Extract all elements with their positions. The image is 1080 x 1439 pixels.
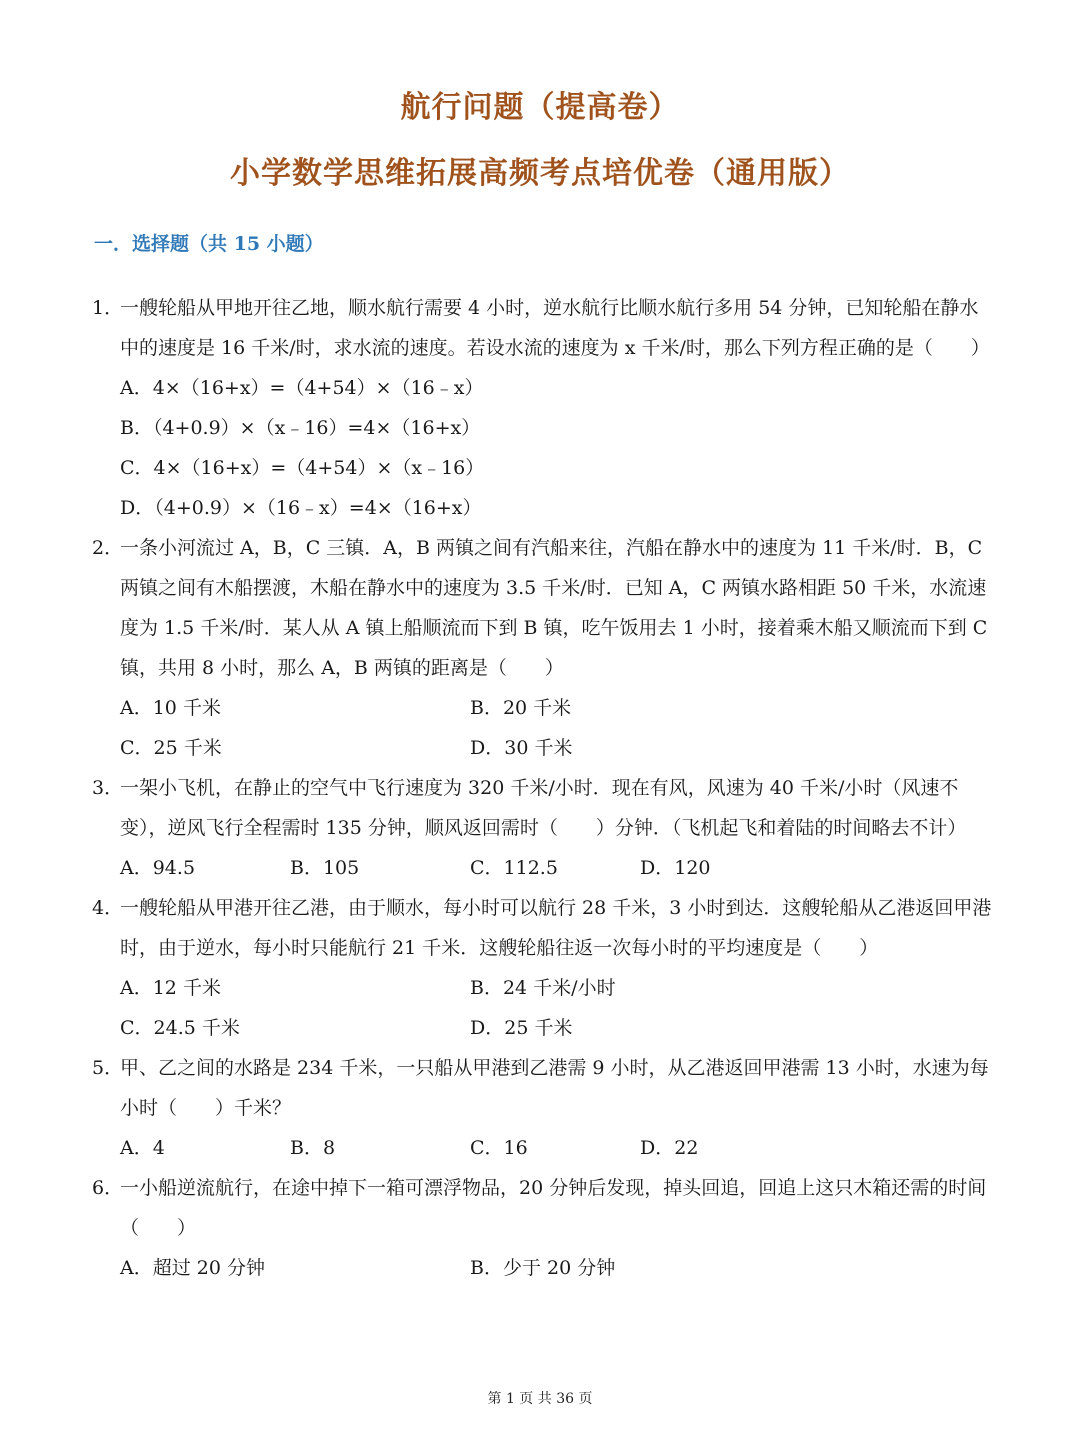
question-text: 一条小河流过 A，B，C 三镇．A，B 两镇之间有汽船来往，汽船在静水中的速度为 11 千米/时．B，C 两镇之间有木船摆渡，木船在静水中的速度为 3.5 千米/时．已知 A，C 两镇水路相距 50 千米，水流速度为 1.5 千米/时．某人从 A 镇上船顺流而下到 B 镇，吃午饭用去 1 小时，接着乘木船又顺流而下到 C 镇，共用 8 小时，那么 A，B 两镇的距离是（ ）: [120, 537, 988, 679]
answer-option: B．（4+0.9）×（x﹣16）=4×（16+x）: [120, 417, 481, 439]
question-2: [92, 528, 992, 768]
page-subtitle: 小学数学思维拓展高频考点培优卷（通用版）: [230, 156, 850, 191]
question-text: 一小船逆流航行，在途中掉下一箱可漂浮物品，20 分钟后发现，掉头回追，回追上这只木箱还需的时间（ ）: [120, 1177, 987, 1239]
question-stem: [92, 528, 992, 688]
question-text: 甲、乙之间的水路是 234 千米，一只船从甲港到乙港需 9 小时，从乙港返回甲港需 13 小时，水速为每小时（ ）千米？: [120, 1057, 989, 1119]
answer-option: A．94.5: [120, 857, 196, 879]
answer-option: C．25 千米: [120, 737, 222, 759]
answer-option: D．30 千米: [470, 737, 573, 759]
answer-option: D．120: [640, 857, 711, 879]
answer-options: [92, 688, 992, 768]
answer-options: [92, 1248, 992, 1288]
answer-options: [92, 848, 992, 888]
question-number: 5．: [92, 1057, 124, 1079]
question-stem: [92, 1168, 992, 1248]
answer-option: A．4: [120, 1137, 165, 1159]
answer-option: A．10 千米: [120, 697, 221, 719]
answer-option: C．16: [470, 1137, 528, 1159]
answer-option: B．105: [290, 857, 360, 879]
question-1: [92, 288, 992, 528]
answer-option: B．24 千米/小时: [470, 977, 616, 999]
answer-option: D．25 千米: [470, 1017, 573, 1039]
answer-options: [92, 1128, 992, 1168]
question-number: 1．: [92, 297, 124, 319]
question-text: 一艘轮船从甲港开往乙港，由于顺水，每小时可以航行 28 千米，3 小时到达．这艘轮船从乙港返回甲港时，由于逆水，每小时只能航行 21 千米．这艘轮船往返一次每小时的平均速度是（ ）: [120, 897, 992, 959]
answer-options: [92, 968, 992, 1048]
answer-option: C．112.5: [470, 857, 558, 879]
answer-option: C．4×（16+x）=（4+54）×（x﹣16）: [120, 457, 485, 479]
question-stem: [92, 288, 992, 368]
section-heading: 一．选择题（共 15 小题）: [94, 233, 324, 255]
question-stem: [92, 768, 992, 848]
question-number: 6．: [92, 1177, 124, 1199]
question-stem: [92, 888, 992, 968]
answer-option: C．24.5 千米: [120, 1017, 240, 1039]
answer-option: D．22: [640, 1137, 699, 1159]
question-3: [92, 768, 992, 888]
question-5: [92, 1048, 992, 1168]
question-number: 2．: [92, 537, 124, 559]
answer-option: A．超过 20 分钟: [120, 1257, 265, 1279]
question-number: 3．: [92, 777, 124, 799]
answer-option: A．12 千米: [120, 977, 221, 999]
question-list: [92, 288, 992, 1288]
question-text: 一艘轮船从甲地开往乙地，顺水航行需要 4 小时，逆水航行比顺水航行多用 54 分钟，已知轮船在静水中的速度是 16 千米/时，求水流的速度。若设水流的速度为 x 千米/时，那么下列方程正确的是（ ）: [120, 297, 990, 359]
answer-option: B．少于 20 分钟: [470, 1257, 616, 1279]
answer-options: [92, 368, 992, 528]
question-text: 一架小飞机，在静止的空气中飞行速度为 320 千米/小时．现在有风，风速为 40 千米/小时（风速不变），逆风飞行全程需时 135 分钟，顺风返回需时（ ）分钟．（飞机起飞和着陆的时间略去不计）: [120, 777, 967, 839]
page-footer: 第 1 页 共 36 页: [487, 1391, 593, 1407]
question-4: [92, 888, 992, 1048]
answer-option: A．4×（16+x）=（4+54）×（16﹣x）: [120, 377, 484, 399]
page-title: 航行问题（提高卷）: [400, 90, 680, 125]
question-stem: [92, 1048, 992, 1128]
question-6: [92, 1168, 992, 1288]
answer-option: B．8: [290, 1137, 336, 1159]
answer-option: B．20 千米: [470, 697, 572, 719]
answer-option: D．（4+0.9）×（16﹣x）=4×（16+x）: [120, 497, 482, 519]
question-number: 4．: [92, 897, 124, 919]
